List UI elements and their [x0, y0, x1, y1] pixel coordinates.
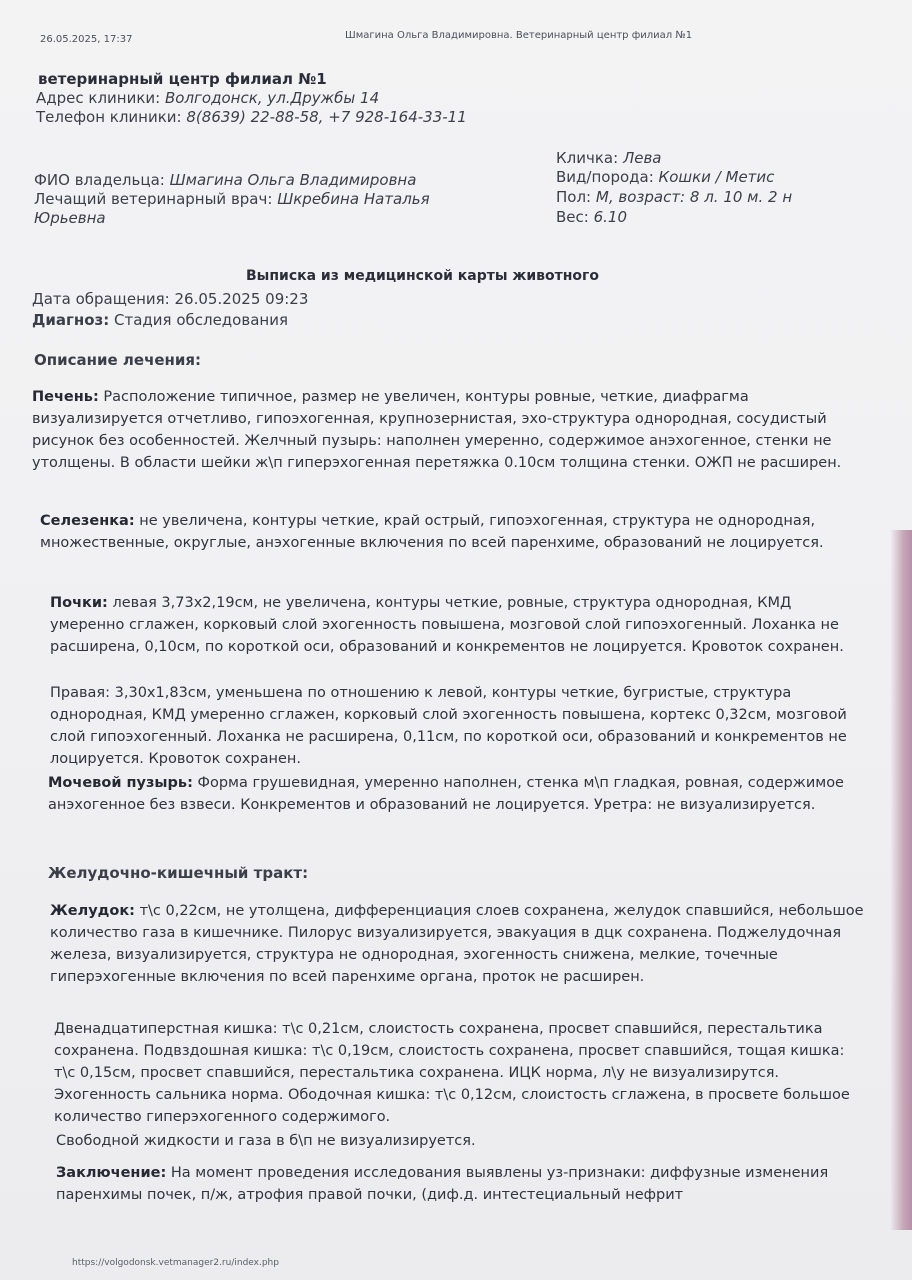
intestine-section: [54, 1018, 854, 1128]
visit-date: Дата обращения: 26.05.2025 09:23: [32, 290, 309, 308]
print-date: 26.05.2025, 17:37: [40, 34, 133, 45]
page-edge-shadow: [890, 530, 912, 1230]
vet-label: Лечащий ветеринарный врач:: [34, 190, 273, 208]
vet-value: Шкребина Наталья: [277, 190, 430, 208]
owner-value: Шмагина Ольга Владимировна: [169, 171, 417, 189]
pet-sex-value: М, возраст: 8 л. 10 м. 2 н: [595, 188, 793, 206]
clinic-phone-label: Телефон клиники:: [36, 108, 182, 126]
diagnosis-value: Стадия обследования: [114, 311, 288, 329]
kidney-right-section: [50, 682, 850, 770]
vet-value-cont: Юрьевна: [34, 209, 106, 227]
free-fluid-section: [56, 1130, 856, 1152]
vet-name: [34, 190, 430, 208]
spleen-section: [40, 510, 830, 554]
pet-name-value: Лева: [622, 149, 662, 167]
liver-text: Расположение типичное, размер не увеличен, контуры ровные, четкие, диафрагма визуализируется отчетливо, гипоэхогенная, крупнозернистая, эхо-структура однородная, сосудистый рисунок без особенностей. Желчный пузырь: наполнен умеренно, содержимое анэхогенное, стенки не утолщены. В области шейки ж\п гиперэхогенная перетяжка 0.10см толщина стенки. ОЖП не расширен.: [32, 389, 842, 471]
pet-sex-age: [556, 188, 792, 206]
document-title: Выписка из медицинской карты животного: [246, 268, 599, 284]
conclusion-section: [56, 1162, 866, 1206]
kidneys-section: [50, 592, 850, 658]
bladder-text: Форма грушевидная, умеренно наполнен, стенка м\п гладкая, ровная, содержимое анэхогенное без взвеси. Конкрементов и образований не лоцируется. Уретра: не визуализируется.: [48, 775, 844, 813]
diagnosis: [32, 311, 288, 329]
stomach-label: Желудок:: [50, 903, 135, 919]
gi-heading: Желудочно-кишечный тракт:: [48, 864, 309, 882]
spleen-label: Селезенка:: [40, 513, 135, 529]
clinic-address-value: Волгодонск, ул.Дружбы 14: [165, 89, 380, 107]
pet-name-label: Кличка:: [556, 149, 619, 167]
diagnosis-label: Диагноз:: [32, 311, 110, 329]
pet-breed-value: Кошки / Метис: [658, 168, 775, 186]
print-header-title: Шмагина Ольга Владимировна. Ветеринарный центр филиал №1: [345, 30, 693, 41]
treatment-heading: Описание лечения:: [34, 351, 202, 369]
pet-breed-label: Вид/порода:: [556, 168, 654, 186]
clinic-address-label: Адрес клиники:: [36, 89, 161, 107]
footer-url: https://volgodonsk.vetmanager2.ru/index.php: [72, 1258, 279, 1268]
free-fluid-text: Свободной жидкости и газа в б\п не визуализируется.: [56, 1133, 476, 1149]
clinic-address: [36, 89, 379, 107]
intestine-text: Двенадцатиперстная кишка: т\с 0,21см, слоистость сохранена, просвет спавшийся, перестальтика сохранена. Подвздошная кишка: т\с 0,19см, слоистость сохранена, просвет спавшийся, тощая кишка: т\с 0,15см, просвет спавшийся, перестальтика сохранена. ИЦК норма, л\у не визуализирутся. Эхогенность сальника норма. Ободочная кишка: т\с 0,12см, слоистость сглажена, в просвете большое количество гиперэхогенного содержимого.: [54, 1021, 850, 1125]
stomach-text: т\с 0,22см, не утолщена, дифференциация слоев сохранена, желудок спавшийся, небольшое количество газа в кишечнике. Пилорус визуализируется, эвакуация в дцк сохранена. Поджелудочная железа, визуализируется, структура не однородная, эхогенность снижена, мелкие, точечные гиперэхогенные включения по всей паренхиме органа, проток не расширен.: [50, 903, 864, 985]
stomach-section: [50, 900, 870, 988]
bladder-label: Мочевой пузырь:: [48, 775, 193, 791]
pet-weight-value: 6.10: [593, 208, 628, 226]
clinic-phone: [36, 108, 467, 126]
liver-section: [32, 386, 866, 474]
kidneys-text: левая 3,73х2,19см, не увеличена, контуры четкие, ровные, структура однородная, КМД умеренно сглажен, корковый слой эхогенность повышена, мозговой слой гипоэхогенный. Лоханка не расширена, 0,10см, по короткой оси, образований и конкрементов не лоцируется. Кровоток сохранен.: [50, 595, 844, 655]
kidney-right-text: Правая: 3,30х1,83см, уменьшена по отношению к левой, контуры четкие, бугристые, структура однородная, КМД умеренно сглажен, корковый слой эхогенность повышена, кортекс 0,32см, мозговой слой гипоэхогенный. Лоханка не расширена, 0,11см, по короткой оси, образований и конкрементов не лоцируется. Кровоток сохранен.: [50, 685, 847, 767]
pet-breed: [556, 168, 774, 186]
bladder-section: [48, 772, 868, 816]
pet-name: [556, 149, 661, 167]
clinic-name: ветеринарный центр филиал №1: [38, 70, 327, 88]
owner-label: ФИО владельца:: [34, 171, 165, 189]
pet-sex-label: Пол:: [556, 188, 592, 206]
pet-weight-label: Вес:: [556, 208, 589, 226]
owner-name: [34, 171, 416, 189]
spleen-text: не увеличена, контуры четкие, край острый, гипоэхогенная, структура не однородная, множественные, округлые, анэхогенные включения по всей паренхиме, образований не лоцируется.: [40, 513, 824, 551]
conclusion-text: На момент проведения исследования выявлены уз-признаки: диффузные изменения паренхимы почек, п/ж, атрофия правой почки, (диф.д. интестециальный нефрит: [56, 1165, 829, 1203]
kidneys-label: Почки:: [50, 595, 108, 611]
conclusion-label: Заключение:: [56, 1165, 167, 1181]
liver-label: Печень:: [32, 389, 99, 405]
pet-weight: [556, 208, 627, 226]
clinic-phone-value: 8(8639) 22-88-58, +7 928-164-33-11: [186, 108, 467, 126]
